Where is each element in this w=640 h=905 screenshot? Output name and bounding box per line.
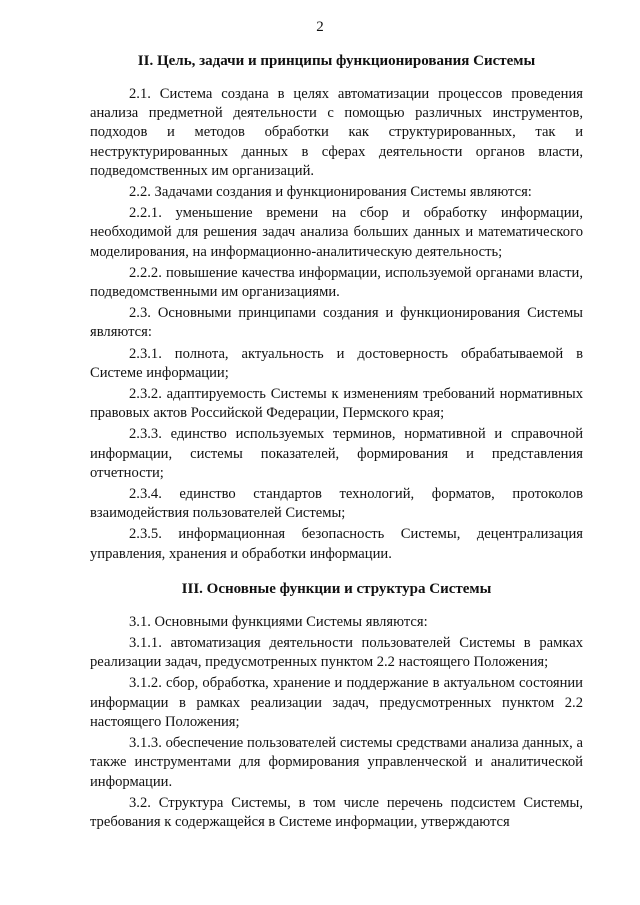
paragraph-2-3-4: 2.3.4. единство стандартов технологий, форматов, протоколов взаимодействия пользователей Системы; — [90, 486, 583, 522]
document-body — [90, 48, 583, 834]
paragraph-2-1: 2.1. Система создана в целях автоматизации процессов проведения анализа предметной деятельности с помощью различных инструментов, подходов и методов обработки как структурированных, так и неструктурированных данных в сферах деятельности органов власти, подведомственных им организаций. — [90, 86, 583, 179]
section-3-heading: III. Основные функции и структура Системы — [181, 580, 492, 597]
paragraph-3-2: 3.2. Структура Системы, в том числе перечень подсистем Системы, требования к содержащейся в Системе информации, утверждаются — [90, 794, 583, 830]
paragraph-3-1-1: 3.1.1. автоматизация деятельности пользователей Системы в рамках реализации задач, предусмотренных пунктом 2.2 настоящего Положения; — [90, 635, 583, 671]
paragraph-2-3-2: 2.3.2. адаптируемость Системы к изменениям требований нормативных правовых актов Российской Федерации, Пермского края; — [90, 386, 583, 422]
page-number: 2 — [316, 19, 324, 35]
paragraph-2-3: 2.3. Основными принципами создания и функционирования Системы являются: — [90, 305, 583, 341]
paragraph-2-2-1: 2.2.1. уменьшение времени на сбор и обработку информации, необходимой для решения задач анализа больших данных и математического моделирования, на информационно-аналитическую деятельность; — [90, 205, 583, 260]
paragraph-2-3-1: 2.3.1. полнота, актуальность и достоверность обрабатываемой в Системе информации; — [90, 345, 583, 381]
paragraph-3-1-2: 3.1.2. сбор, обработка, хранение и поддержание в актуальном состоянии информации в рамках реализации задач, предусмотренных пунктом 2.2 настоящего Положения; — [90, 675, 583, 730]
paragraph-2-2: 2.2. Задачами создания и функционирования Системы являются: — [129, 184, 532, 201]
paragraph-3-1-3: 3.1.3. обеспечение пользователей системы средствами анализа данных, а также инструментами для формирования управленческой и аналитической информации. — [90, 735, 583, 790]
section-2-heading: II. Цель, задачи и принципы функционирования Системы — [137, 53, 536, 69]
paragraph-2-2-2: 2.2.2. повышение качества информации, используемой органами власти, подведомственными им организациями. — [90, 264, 583, 301]
paragraph-2-3-5: 2.3.5. информационная безопасность Системы, децентрализация управления, хранения и обработки информации. — [90, 526, 583, 562]
paragraph-3-1: 3.1. Основными функциями Системы являются: — [129, 613, 428, 630]
paragraph-2-3-3: 2.3.3. единство используемых терминов, нормативной и справочной информации, системы показателей, формирования и представления отчетности; — [90, 426, 583, 481]
